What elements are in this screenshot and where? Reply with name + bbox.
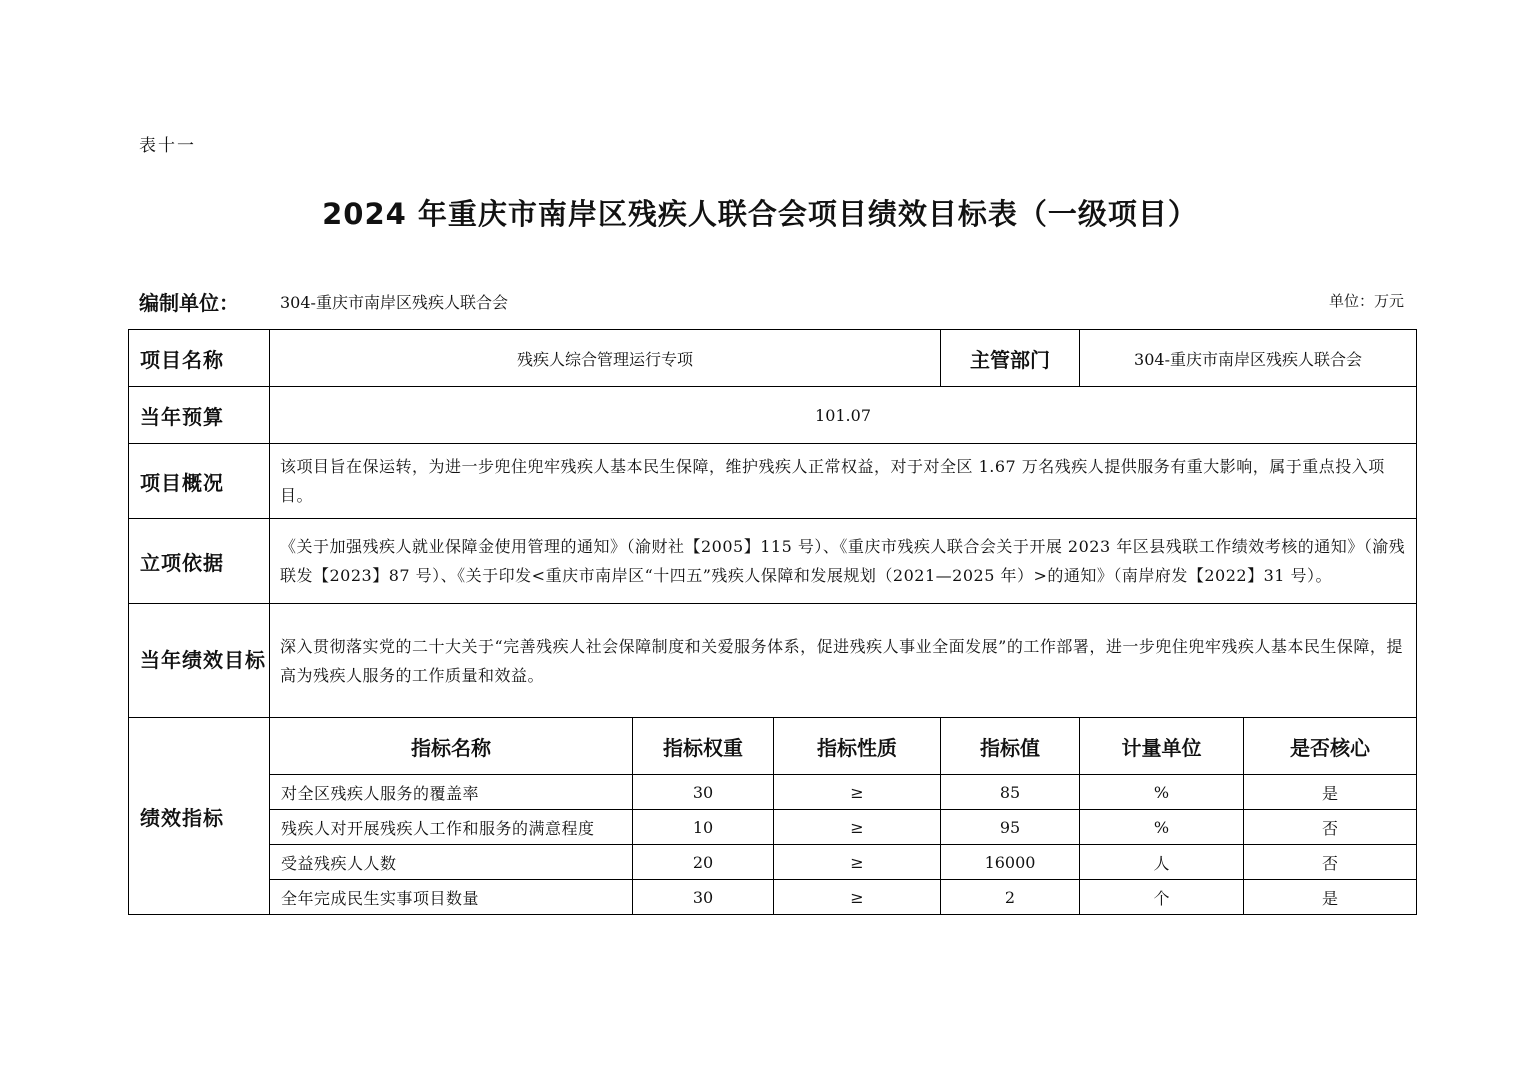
indicator-unit: 人 bbox=[1080, 845, 1244, 880]
indicator-name: 对全区残疾人服务的覆盖率 bbox=[270, 775, 633, 810]
header-indicator-value: 指标值 bbox=[941, 718, 1080, 775]
indicator-name: 受益残疾人人数 bbox=[270, 845, 633, 880]
currency-unit: 单位：万元 bbox=[1328, 292, 1404, 310]
budget-value: 101.07 bbox=[270, 387, 1417, 444]
indicator-unit: % bbox=[1080, 775, 1244, 810]
indicator-weight: 30 bbox=[633, 880, 774, 915]
dept-value: 304-重庆市南岸区残疾人联合会 bbox=[1080, 330, 1417, 387]
indicator-nature: ≥ bbox=[774, 880, 941, 915]
header-indicator-nature: 指标性质 bbox=[774, 718, 941, 775]
compile-unit-value: 304-重庆市南岸区残疾人联合会 bbox=[280, 293, 508, 312]
table-row bbox=[129, 775, 1417, 810]
compile-unit-label: 编制单位： bbox=[139, 291, 239, 315]
basis-text: 《关于加强残疾人就业保障金使用管理的通知》（渝财社【2005】115 号）、《重庆市残疾人联合会关于开展 2023 年区县残联工作绩效考核的通知》（渝残联发【2023】87 号）、《关于印发<重庆市南岸区“十四五”残疾人保障和发展规划（2021—2025 年）>的通知》（南岸府发【2022】31 号）。 bbox=[270, 519, 1417, 604]
indicator-weight: 20 bbox=[633, 845, 774, 880]
overview-row bbox=[129, 444, 1417, 519]
overview-text: 该项目旨在保运转，为进一步兜住兜牢残疾人基本民生保障，维护残疾人正常权益，对于对全区 1.67 万名残疾人提供服务有重大影响，属于重点投入项目。 bbox=[270, 444, 1417, 519]
basis-row bbox=[129, 519, 1417, 604]
overview-label: 项目概况 bbox=[129, 444, 270, 519]
table-row bbox=[129, 880, 1417, 915]
goal-row bbox=[129, 604, 1417, 718]
budget-label: 当年预算 bbox=[129, 387, 270, 444]
indicator-header-row bbox=[129, 718, 1417, 775]
indicator-core: 是 bbox=[1244, 775, 1417, 810]
page-title: 2024 年重庆市南岸区残疾人联合会项目绩效目标表（一级项目） bbox=[322, 197, 1198, 231]
indicator-value: 16000 bbox=[941, 845, 1080, 880]
header-measure-unit: 计量单位 bbox=[1080, 718, 1244, 775]
indicator-core: 否 bbox=[1244, 845, 1417, 880]
indicator-value: 85 bbox=[941, 775, 1080, 810]
indicators-label: 绩效指标 bbox=[129, 718, 270, 915]
table-row bbox=[129, 845, 1417, 880]
header-is-core: 是否核心 bbox=[1244, 718, 1417, 775]
table-row bbox=[129, 810, 1417, 845]
indicator-core: 否 bbox=[1244, 810, 1417, 845]
performance-target-table bbox=[128, 329, 1417, 915]
header-indicator-weight: 指标权重 bbox=[633, 718, 774, 775]
indicator-weight: 30 bbox=[633, 775, 774, 810]
project-name-label: 项目名称 bbox=[129, 330, 270, 387]
indicator-name: 残疾人对开展残疾人工作和服务的满意程度 bbox=[270, 810, 633, 845]
table-number: 表十一 bbox=[139, 136, 196, 156]
indicator-nature: ≥ bbox=[774, 845, 941, 880]
project-name-row bbox=[129, 330, 1417, 387]
indicator-value: 2 bbox=[941, 880, 1080, 915]
budget-row bbox=[129, 387, 1417, 444]
project-name-value: 残疾人综合管理运行专项 bbox=[270, 330, 941, 387]
indicator-core: 是 bbox=[1244, 880, 1417, 915]
indicator-unit: 个 bbox=[1080, 880, 1244, 915]
indicator-name: 全年完成民生实事项目数量 bbox=[270, 880, 633, 915]
indicator-nature: ≥ bbox=[774, 775, 941, 810]
dept-label: 主管部门 bbox=[941, 330, 1080, 387]
indicator-weight: 10 bbox=[633, 810, 774, 845]
goal-text: 深入贯彻落实党的二十大关于“完善残疾人社会保障制度和关爱服务体系，促进残疾人事业全面发展”的工作部署，进一步兜住兜牢残疾人基本民生保障，提高为残疾人服务的工作质量和效益。 bbox=[270, 604, 1417, 718]
basis-label: 立项依据 bbox=[129, 519, 270, 604]
header-indicator-name: 指标名称 bbox=[270, 718, 633, 775]
goal-label: 当年绩效目标 bbox=[129, 604, 270, 718]
indicator-unit: % bbox=[1080, 810, 1244, 845]
indicator-nature: ≥ bbox=[774, 810, 941, 845]
indicator-value: 95 bbox=[941, 810, 1080, 845]
